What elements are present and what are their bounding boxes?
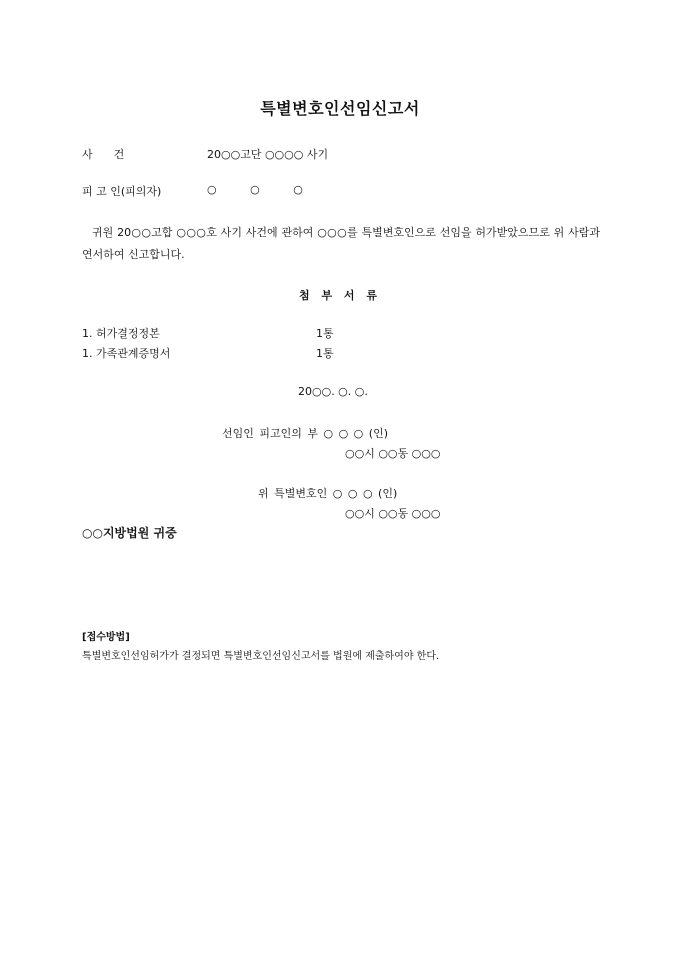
note-heading: [접수방법] (82, 632, 130, 643)
note-text: 특별변호인선임허가가 결정되면 특별변호인선임신고서를 법원에 제출하여야 한다. (82, 651, 440, 662)
court-addressee: ○○지방법원 귀중 (82, 526, 177, 540)
body-paragraph: 귀원 20○○고합 ○○○호 사기 사건에 관하여 ○○○를 특별변호인으로 선임을 허가받았으므로 위 사람과 연서하여 신고합니다. (82, 226, 600, 261)
attachment-count: 1통 (316, 347, 334, 360)
attachment-name: 1. 가족관계증명서 (82, 347, 171, 360)
attachment-name: 1. 허가결정정본 (82, 327, 160, 340)
attachments-title: 첨 부 서 류 (299, 289, 381, 302)
signer2-address: ○○시 ○○동 ○○○ (345, 507, 441, 520)
signer1-address: ○○시 ○○동 ○○○ (345, 447, 441, 460)
signer1-line: 선임인 피고인의 부 ○ ○ ○ (인) (222, 427, 388, 440)
signer2-line: 위 특별변호인 ○ ○ ○ (인) (258, 487, 398, 500)
defendant-label: 피 고 인(피의자) (82, 185, 162, 198)
case-label: 사 건 (82, 148, 125, 161)
case-value: 20○○고단 ○○○○ 사기 (207, 148, 329, 161)
defendant-value: ○ ○ ○ (207, 183, 303, 196)
document-date: 20○○. ○. ○. (298, 385, 368, 398)
document-title: 특별변호인선임신고서 (260, 99, 420, 118)
attachment-count: 1통 (316, 327, 334, 340)
